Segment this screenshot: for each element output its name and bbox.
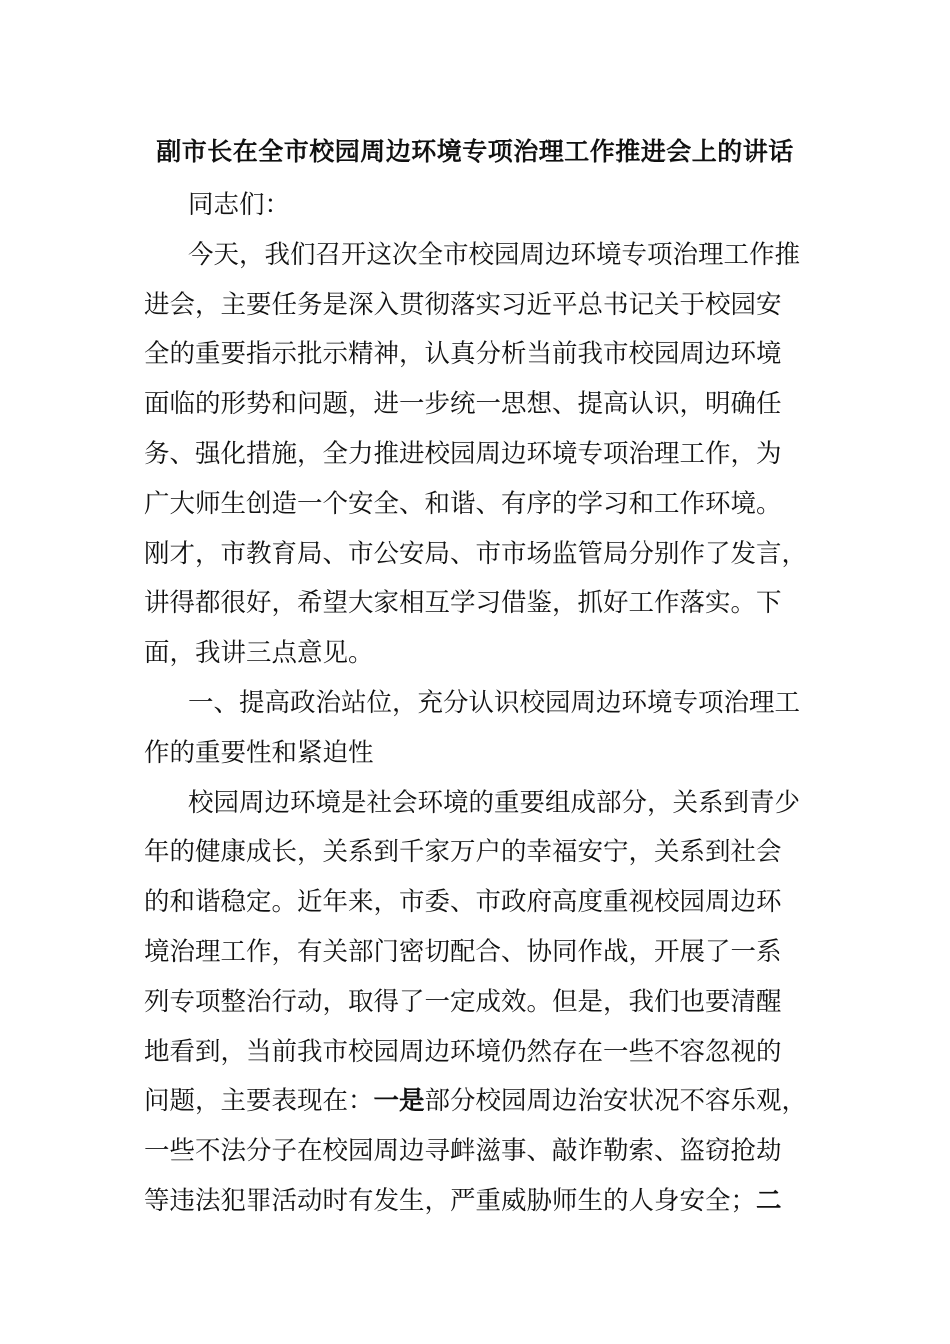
document-body bbox=[144, 181, 814, 1227]
paragraph-line: 校园周边环境是社会环境的重要组成部分，关系到青少 bbox=[188, 787, 801, 818]
section-heading-line: 作的重要性和紧迫性 bbox=[144, 737, 374, 768]
paragraph-line: 的和谐稳定。近年来，市委、市政府高度重视校园周边环 bbox=[144, 887, 782, 918]
paragraph-line: 刚才，市教育局、市公安局、市市场监管局分别作了发言， bbox=[144, 538, 808, 569]
line-text: 问题，主要表现在： bbox=[144, 1086, 374, 1117]
line-text: 等违法犯罪活动时有发生，严重威胁师生的人身安全； bbox=[144, 1185, 757, 1216]
salutation-line: 同志们： bbox=[188, 190, 291, 220]
line-text: 部分校园周边治安状况不容乐观， bbox=[424, 1086, 808, 1117]
paragraph-line bbox=[144, 1077, 814, 1127]
paragraph-line: 广大师生创造一个安全、和谐、有序的学习和工作环境。 bbox=[144, 488, 782, 519]
paragraph-line: 境治理工作，有关部门密切配合、协同作战，开展了一系 bbox=[144, 936, 782, 967]
paragraph-line: 地看到，当前我市校园周边环境仍然存在一些不容忽视的 bbox=[144, 1036, 782, 1067]
paragraph-line: 年的健康成长，关系到千家万户的幸福安宁，关系到社会 bbox=[144, 837, 782, 868]
paragraph-line: 进会，主要任务是深入贯彻落实习近平总书记关于校园安 bbox=[144, 289, 782, 320]
paragraph-line: 面临的形势和问题，进一步统一思想、提高认识，明确任 bbox=[144, 389, 782, 420]
paragraph-line: 全的重要指示批示精神，认真分析当前我市校园周边环境 bbox=[144, 339, 782, 370]
emphasis-text: 二 bbox=[756, 1185, 782, 1216]
paragraph-line: 面，我讲三点意见。 bbox=[144, 638, 374, 669]
paragraph-line: 一些不法分子在校园周边寻衅滋事、敲诈勒索、盗窃抢劫 bbox=[144, 1136, 782, 1167]
document-title: 副市长在全市校园周边环境专项治理工作推进会上的讲话 bbox=[156, 137, 794, 166]
paragraph-line: 讲得都很好，希望大家相互学习借鉴，抓好工作落实。下 bbox=[144, 588, 782, 619]
section-heading-line: 一、提高政治站位，充分认识校园周边环境专项治理工 bbox=[188, 687, 801, 718]
paragraph-line: 列专项整治行动，取得了一定成效。但是，我们也要清醒 bbox=[144, 986, 782, 1017]
paragraph-line bbox=[144, 1177, 814, 1227]
emphasis-text: 一是 bbox=[373, 1086, 425, 1117]
paragraph-line: 务、强化措施，全力推进校园周边环境专项治理工作，为 bbox=[144, 438, 782, 469]
paragraph-line: 今天，我们召开这次全市校园周边环境专项治理工作推 bbox=[188, 239, 801, 270]
